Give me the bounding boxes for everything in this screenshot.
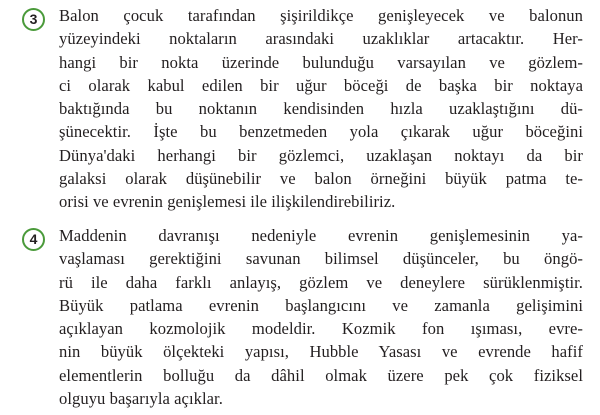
text-line: Balon çocuk tarafından şişirildikçe genişleyecek ve balonun	[59, 6, 583, 25]
text-line: Büyük patlama evrenin başlangıcını ve zamanla gelişimini	[59, 295, 583, 315]
text-line: baktığında bu noktanın kendisinden hızla uzaklaştığını dü-	[59, 99, 583, 119]
text-line: vaşlaması gerektiğini savunan bilimsel düşünceler, bu öngö-	[59, 249, 583, 269]
paragraph-text	[59, 4, 583, 214]
paragraph-text	[59, 224, 583, 410]
text-line: hangi bir nokta üzerinde bulunduğu varsayılan ve gözlem-	[59, 52, 583, 72]
text-line: nin büyük ölçekteki yapısı, Hubble Yasası ve evrende hafif	[59, 342, 583, 362]
text-line: ci olarak kabul edilen bir uğur böceği de başka bir noktaya	[59, 75, 583, 95]
text-line: şünecektir. İşte bu benzetmeden yola çıkarak uğur böceğini	[59, 122, 583, 142]
text-line: açıklayan kozmolojik modeldir. Kozmik fon ışıması, evre-	[59, 319, 583, 339]
text-line: Maddenin davranışı nedeniyle evrenin genişlemesinin ya-	[59, 226, 583, 245]
text-line: olguyu başarıyla açıklar.	[59, 389, 223, 409]
text-line: rü ile daha farklı anlayış, gözlem ve deneylere sürüklenmiştir.	[59, 272, 583, 292]
text-line: elementlerin bolluğu da dâhil olmak üzere pek çok fiziksel	[59, 365, 583, 385]
text-line: orisi ve evrenin genişlemesi ile ilişkilendirebiliriz.	[59, 192, 396, 212]
text-line: Dünya'daki herhangi bir gözlemci, uzaklaşan noktayı da bir	[59, 145, 583, 165]
item-number-badge: 4	[22, 228, 45, 251]
item-number-badge: 3	[22, 8, 45, 31]
text-line: galaksi olarak düşünebilir ve balon örneğini büyük patma te-	[59, 169, 583, 189]
text-line: yüzeyindeki noktaların arasındaki uzaklıklar artacaktır. Her-	[59, 29, 583, 49]
